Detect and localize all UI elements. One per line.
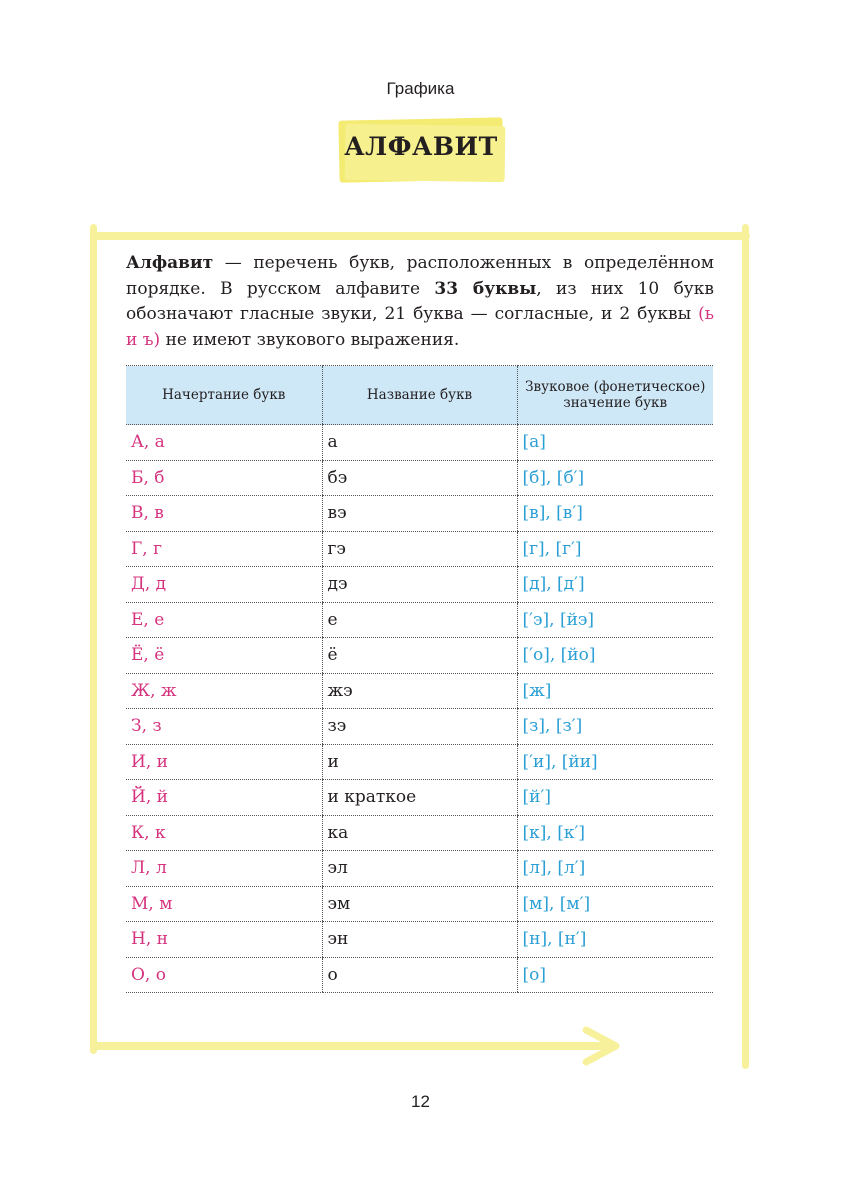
name-cell: вэ bbox=[322, 496, 517, 532]
header-letter-shape: Начертание букв bbox=[126, 366, 322, 425]
section-label: Графика bbox=[386, 79, 455, 98]
name-cell: эл bbox=[322, 851, 517, 887]
table-row bbox=[126, 886, 713, 922]
name-cell: а bbox=[322, 425, 517, 461]
sound-cell: [в], [в′] bbox=[517, 496, 713, 532]
name-cell: бэ bbox=[322, 460, 517, 496]
table-row bbox=[126, 496, 713, 532]
sound-cell: [ж] bbox=[517, 673, 713, 709]
letter-cell: В, в bbox=[126, 496, 322, 532]
letter-count: 33 буквы bbox=[434, 278, 537, 299]
name-cell: зэ bbox=[322, 709, 517, 745]
table-row bbox=[126, 780, 713, 816]
table-header-row bbox=[126, 366, 713, 425]
intro-text-2: , из них 10 букв обозначают гласные звуки, 21 буква — согласные, и 2 буквы bbox=[126, 278, 715, 324]
sound-cell: [н], [н′] bbox=[517, 922, 713, 958]
table-row bbox=[126, 567, 713, 603]
letter-cell: З, з bbox=[126, 709, 322, 745]
sound-cell: [л], [л′] bbox=[517, 851, 713, 887]
letter-cell: К, к bbox=[126, 815, 322, 851]
name-cell: ка bbox=[322, 815, 517, 851]
frame-bottom-stroke bbox=[90, 1042, 610, 1050]
letter-cell: М, м bbox=[126, 886, 322, 922]
letter-cell: Б, б bbox=[126, 460, 322, 496]
letter-cell: Д, д bbox=[126, 567, 322, 603]
sound-cell: [д], [д′] bbox=[517, 567, 713, 603]
sound-cell: [м], [м′] bbox=[517, 886, 713, 922]
name-cell: и bbox=[322, 744, 517, 780]
name-cell: эм bbox=[322, 886, 517, 922]
frame-left-stroke bbox=[90, 224, 97, 1054]
letter-cell: Е, е bbox=[126, 602, 322, 638]
alphabet-table bbox=[126, 365, 713, 993]
sound-cell: [′о], [йо] bbox=[517, 638, 713, 674]
name-cell: е bbox=[322, 602, 517, 638]
table-row bbox=[126, 531, 713, 567]
sound-cell: [а] bbox=[517, 425, 713, 461]
name-cell: ё bbox=[322, 638, 517, 674]
header-letter-name: Название букв bbox=[322, 366, 517, 425]
sound-cell: [′и], [йи] bbox=[517, 744, 713, 780]
frame-top-stroke bbox=[90, 232, 750, 240]
letter-cell: А, а bbox=[126, 425, 322, 461]
name-cell: и краткое bbox=[322, 780, 517, 816]
table-row bbox=[126, 460, 713, 496]
letter-cell: И, и bbox=[126, 744, 322, 780]
sound-cell: [й′] bbox=[517, 780, 713, 816]
header-letter-sound: Звуковое (фонетическое) значение букв bbox=[517, 366, 713, 425]
letter-cell: Ж, ж bbox=[126, 673, 322, 709]
signs-note: (ь и ъ) bbox=[126, 304, 714, 350]
sound-cell: [г], [г′] bbox=[517, 531, 713, 567]
sound-cell: [′э], [йэ] bbox=[517, 602, 713, 638]
letter-cell: Л, л bbox=[126, 851, 322, 887]
name-cell: эн bbox=[322, 922, 517, 958]
table-row bbox=[126, 957, 713, 993]
sound-cell: [о] bbox=[517, 957, 713, 993]
table-row bbox=[126, 673, 713, 709]
letter-cell: Ё, ё bbox=[126, 638, 322, 674]
letter-cell: Н, н bbox=[126, 922, 322, 958]
table-row bbox=[126, 425, 713, 461]
page-number: 12 bbox=[411, 1092, 430, 1111]
name-cell: гэ bbox=[322, 531, 517, 567]
term-alphabet: Алфавит bbox=[126, 253, 214, 273]
table-row bbox=[126, 851, 713, 887]
sound-cell: [к], [к′] bbox=[517, 815, 713, 851]
sound-cell: [б], [б′] bbox=[517, 460, 713, 496]
table-row bbox=[126, 815, 713, 851]
name-cell: о bbox=[322, 957, 517, 993]
table-row bbox=[126, 602, 713, 638]
intro-paragraph bbox=[126, 251, 714, 353]
name-cell: жэ bbox=[322, 673, 517, 709]
table-row bbox=[126, 744, 713, 780]
intro-text-1: — перечень букв, расположенных в определённом порядке. В русском алфавите bbox=[126, 253, 714, 299]
table-row bbox=[126, 638, 713, 674]
name-cell: дэ bbox=[322, 567, 517, 603]
letter-cell: О, о bbox=[126, 957, 322, 993]
arrow-right-icon bbox=[580, 1026, 624, 1066]
intro-text-3: не имеют звукового выражения. bbox=[160, 329, 460, 350]
table-row bbox=[126, 709, 713, 745]
page-title: АЛФАВИТ bbox=[344, 132, 498, 161]
sound-cell: [з], [з′] bbox=[517, 709, 713, 745]
table-row bbox=[126, 922, 713, 958]
letter-cell: Г, г bbox=[126, 531, 322, 567]
table-body bbox=[126, 425, 713, 993]
frame-right-stroke bbox=[742, 224, 749, 1069]
letter-cell: Й, й bbox=[126, 780, 322, 816]
